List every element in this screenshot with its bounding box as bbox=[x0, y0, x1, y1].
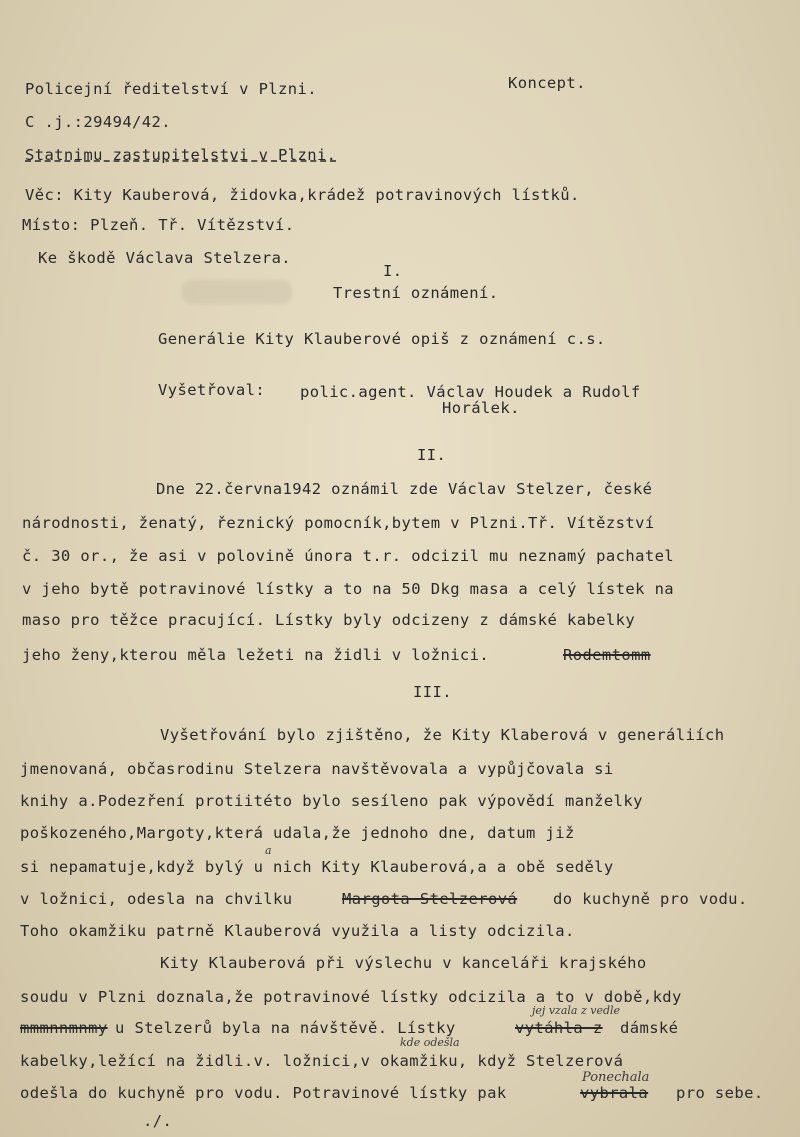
section-3-line-6: v ložnici, odesla na chvilku bbox=[20, 890, 293, 908]
generalia-line: Generálie Kity Klauberové opiš z oznámení c.s. bbox=[158, 330, 606, 348]
section-3-numeral: III. bbox=[413, 683, 452, 701]
section-4-struck-c: vybrala bbox=[580, 1084, 649, 1102]
section-2-numeral: II. bbox=[417, 446, 447, 464]
section-4-struck-a: mmmnnmnmy bbox=[20, 1019, 108, 1037]
section-1-title: Trestní oznámení. bbox=[333, 284, 499, 302]
investigators: polic.agent. Václav Houdek a Rudolf bbox=[300, 383, 641, 401]
section-4-line-4: kabelky,ležící na židli.v. ložnici,v okamžiku, když Stelzerová bbox=[20, 1052, 624, 1070]
concept-label: Koncept. bbox=[508, 74, 586, 92]
handwritten-note-3: Ponechala bbox=[582, 1070, 650, 1085]
section-4-line-3: u Stelzerů byla na návštěvě. Lístky bbox=[115, 1019, 456, 1037]
section-3-line-5: si nepamatuje,když bylý u nich Kity Klauberová,a a obě seděly bbox=[20, 858, 614, 876]
office-name: Policejní ředitelství v Plzni. bbox=[25, 80, 317, 98]
handwritten-a: a bbox=[265, 844, 272, 857]
section-2-line-5: maso pro těžce pracující. Lístky byly odcizeny z dámské kabelky bbox=[22, 611, 636, 629]
subject-line: Věc: Kity Kauberová, židovka,krádež potravinových lístků. bbox=[25, 186, 580, 204]
section-2-line-1: Dne 22.června1942 oznámil zde Václav Stelzer, české bbox=[156, 480, 653, 498]
continuation-mark: ./. bbox=[143, 1112, 173, 1130]
section-4-line-5b: pro sebe. bbox=[676, 1084, 764, 1102]
reference-number: C .j.:29494/42. bbox=[25, 113, 171, 131]
handwritten-note-2: kde odešla bbox=[400, 1036, 460, 1049]
section-2-line-3: č. 30 or., že asi v polovině února t.r. odcizil mu neznamý pachatel bbox=[22, 547, 675, 565]
handwritten-note-1: jej vzala z vedle bbox=[532, 1004, 621, 1017]
investigators-cont: Horálek. bbox=[442, 399, 520, 417]
section-4-line-2: soudu v Plzni doznala,že potravinové lístky odcizila a to v době,kdy bbox=[20, 988, 682, 1006]
section-3-line-3: knihy a.Podezření protiitéto bylo sesíleno pak výpovědí manželky bbox=[20, 792, 643, 810]
damage-line: Ke škodě Václava Stelzera. bbox=[38, 249, 292, 267]
section-4-line-3b: dámské bbox=[620, 1019, 679, 1037]
section-2-line-6: jeho ženy,kterou měla ležeti na židli v ložnici. bbox=[22, 646, 490, 664]
section-4-struck-b: vytáhla z bbox=[515, 1019, 603, 1037]
recipient: Statnimu zastupitelstvi v Plzni. bbox=[25, 146, 337, 164]
section-4-line-1: Kity Klauberová při výslechu v kanceláři krajského bbox=[160, 954, 647, 972]
section-3-line-1: Vyšetřování bylo zjištěno, že Kity Klaberová v generáliích bbox=[160, 726, 725, 744]
faded-stamp-mark bbox=[182, 280, 292, 304]
section-3-line-4: poškozeného,Margoty,která udala,že jednoho dne, datum již bbox=[20, 824, 575, 842]
place-line: Místo: Plzeň. Tř. Vítězství. bbox=[22, 216, 295, 234]
investigated-label: Vyšetřoval: bbox=[158, 381, 266, 399]
section-1-numeral: I. bbox=[383, 262, 403, 280]
section-2-line-4: v jeho bytě potravinové lístky a to na 50 Dkg masa a celý lístek na bbox=[22, 580, 675, 598]
section-4-line-5: odešla do kuchyně pro vodu. Potravinové lístky pak bbox=[20, 1084, 507, 1102]
section-2-struck-word: Rodemtomm bbox=[563, 646, 651, 664]
section-3-struck-name: Margota Stelzerová bbox=[342, 890, 518, 908]
section-3-line-6b: do kuchyně pro vodu. bbox=[553, 890, 748, 908]
section-2-line-2: národnosti, ženatý, řeznický pomocník,bytem v Plzni.Tř. Vítězství bbox=[22, 514, 655, 532]
section-3-line-2: jmenovaná, občasrodinu Stelzera navštěvovala a vypůjčovala si bbox=[20, 760, 614, 778]
section-3-line-7: Toho okamžiku patrně Klauberová využila a listy odcizila. bbox=[20, 922, 575, 940]
